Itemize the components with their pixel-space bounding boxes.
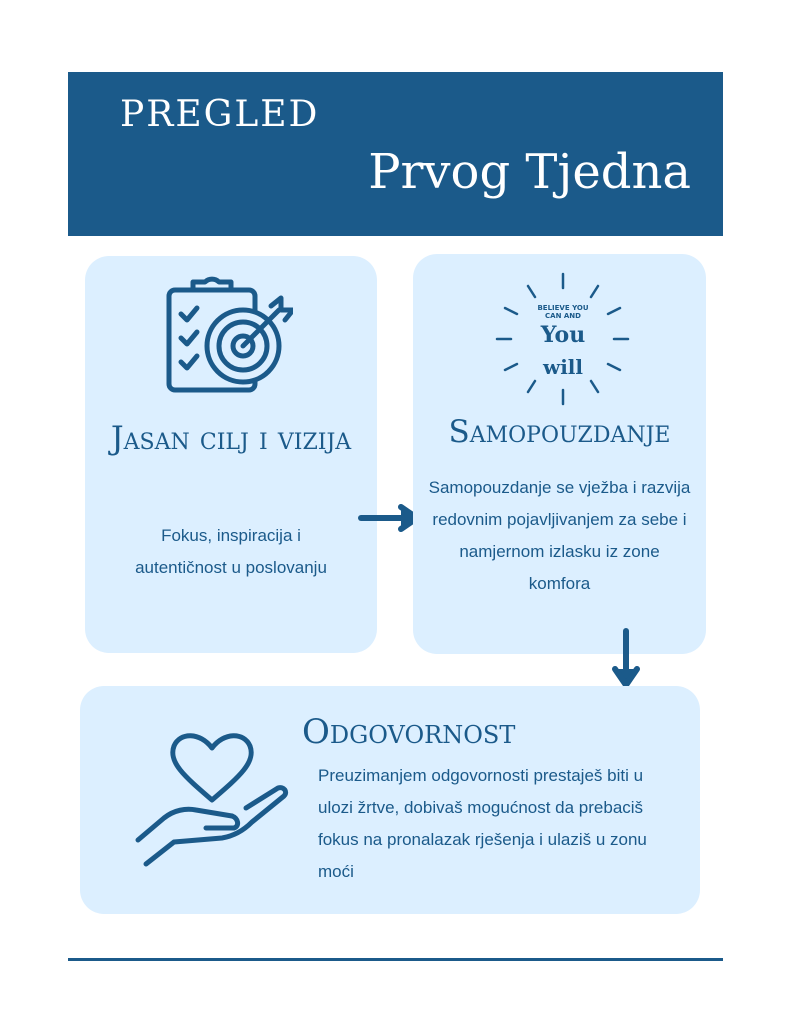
card-title: Odgovornost [302, 712, 516, 752]
card-body: Fokus, inspiracija i autentičnost u poslovanju [135, 526, 327, 577]
card-self-confidence [413, 254, 706, 654]
bottom-divider [68, 958, 723, 961]
svg-text:CAN AND: CAN AND [545, 312, 581, 320]
svg-text:You: You [540, 322, 586, 348]
card-goal-vision [85, 256, 377, 653]
svg-text:BELIEVE YOU: BELIEVE YOU [537, 304, 589, 312]
header-banner [68, 72, 723, 236]
header-kicker: PREGLED [120, 94, 320, 135]
card-body: Preuzimanjem odgovornosti prestaješ biti u ulozi žrtve, dobivaš mogućnost da prebaciš fokus na pronalazak rješenja i ulaziš u zonu moći [318, 766, 647, 881]
svg-text:will: will [542, 355, 584, 379]
card-title: Samopouzdanje [448, 414, 671, 450]
card-body: Samopouzdanje se vježba i razvija redovnim pojavljivanjem za sebe i namjernom izlasku iz zone komfora [428, 478, 691, 593]
card-title: Jasan cilj i vizija [110, 419, 352, 457]
believe-you-can-badge-icon [495, 270, 630, 413]
page-title: Prvog Tjedna [368, 144, 691, 200]
card-responsibility [80, 686, 700, 914]
clipboard-target-icon [163, 266, 293, 401]
heart-in-hand-icon [134, 728, 294, 883]
